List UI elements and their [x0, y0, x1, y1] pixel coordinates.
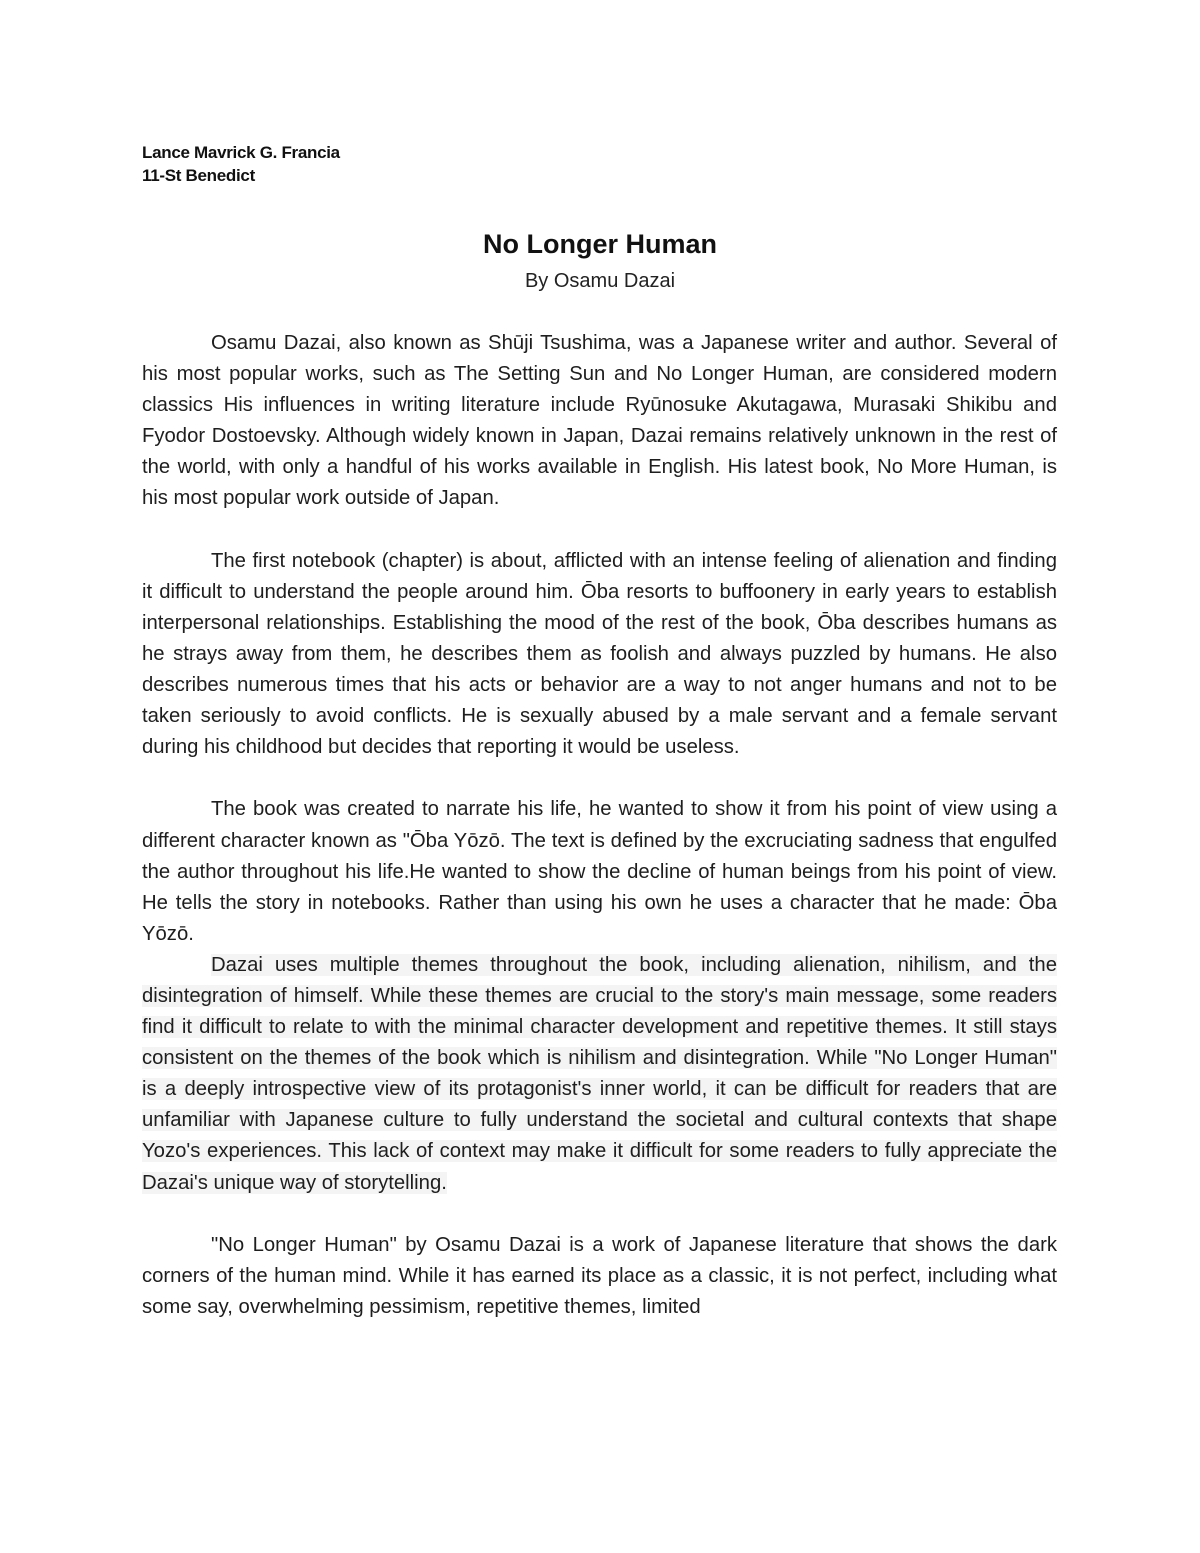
paragraph-spacer: [142, 1199, 1057, 1230]
paragraph-conclusion: "No Longer Human" by Osamu Dazai is a work of Japanese literature that shows the dark corners of the human mind. While it has earned its place as a classic, it is not perfect, including what some say, overwhelming pessimism, repetitive themes, limited: [142, 1233, 1057, 1318]
document-byline: By Osamu Dazai: [524, 270, 676, 292]
paragraph-themes: [142, 950, 1057, 1199]
paragraph-intro: Osamu Dazai, also known as Shūji Tsushima, was a Japanese writer and author. Several of his most popular works, such as The Setting Sun and No Longer Human, are considered modern classics His influences in writing literature include Ryūnosuke Akutagawa, Murasaki Shikibu and Fyodor Dostoevsky. Although widely known in Japan, Dazai remains relatively unknown in the rest of the world, with only a handful of his works available in English. His latest book, No More Human, is his most popular work outside of Japan.: [142, 332, 1057, 510]
paragraph-narration: The book was created to narrate his life, he wanted to show it from his point of view using a different character known as "Ōba Yōzō. The text is defined by the excruciating sadness that engulfed the author throughout his life.He wanted to show the decline of human beings from his point of view. He tells the story in notebooks. Rather than using his own he uses a character that he made: Ōba Yōzō.: [142, 798, 1057, 945]
author-name: Lance Mavrick G. Francia: [142, 143, 340, 162]
author-info: [142, 141, 340, 187]
highlighted-text: Dazai uses multiple themes throughout the book, including alienation, nihilism, and the disintegration of himself. While these themes are crucial to the story's main message, some readers find it difficult to relate to with the minimal character development and repetitive themes. It still stays consistent on the themes of the book which is nihilism and disintegration. While "No Longer Human" is a deeply introspective view of its protagonist's inner world, it can be difficult for readers that are unfamiliar with Japanese culture to fully understand the societal and cultural contexts that shape Yozo's experiences. This lack of context may make it difficult for some readers to fully appreciate the Dazai's unique way of storytelling.: [142, 953, 1057, 1194]
author-section: 11-St Benedict: [142, 166, 255, 185]
paragraph-spacer: [142, 763, 1057, 794]
paragraph-first-notebook: The first notebook (chapter) is about, afflicted with an intense feeling of alienation and finding it difficult to understand the people around him. Ōba resorts to buffoonery in early years to establish interpersonal relationships. Establishing the mood of the rest of the book, Ōba describes humans as he strays away from them, he describes them as foolish and always puzzled by humans. He also describes numerous times that his acts or behavior are a way to not anger humans and not to be taken seriously to avoid conflicts. He is sexually abused by a male servant and a female servant during his childhood but decides that reporting it would be useless.: [142, 549, 1057, 759]
document-body: [142, 328, 1057, 1323]
document-title: No Longer Human: [483, 229, 717, 259]
paragraph-spacer: [142, 515, 1057, 546]
